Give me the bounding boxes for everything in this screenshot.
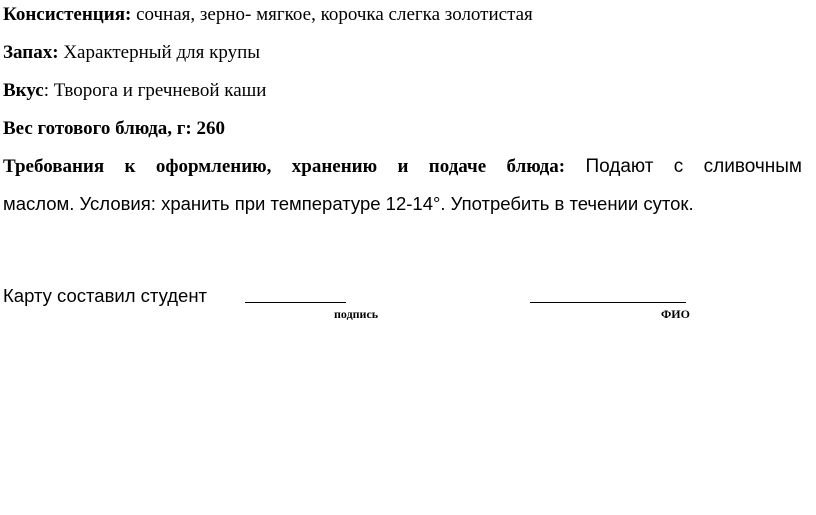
compiled-by-label: Карту составил студент bbox=[3, 285, 208, 306]
req-word: Подают bbox=[585, 156, 654, 177]
req-word: блюда: bbox=[506, 156, 566, 177]
consistency-line bbox=[3, 4, 533, 26]
req-word: хранению bbox=[291, 156, 378, 177]
req-word: с bbox=[673, 156, 684, 177]
weight-text: Вес готового блюда, г: 260 bbox=[3, 118, 226, 139]
consistency-value: сочная, зерно- мягкое, корочка слегка золотистая bbox=[136, 4, 533, 25]
req-word: Требования bbox=[3, 156, 105, 177]
signature-line[interactable] bbox=[245, 302, 346, 303]
name-caption bbox=[661, 307, 690, 321]
req-word: к bbox=[124, 156, 136, 177]
taste-label: Вкус bbox=[3, 80, 44, 101]
req-word: оформлению, bbox=[155, 156, 272, 177]
weight-line bbox=[3, 118, 225, 140]
name-line[interactable] bbox=[530, 302, 686, 303]
taste-line bbox=[3, 80, 266, 102]
smell-value: Характерный для крупы bbox=[63, 42, 261, 63]
req-word: и bbox=[397, 156, 409, 177]
requirements-text: маслом. Условия: хранить при температуре 12-14°. Употребить в течении суток. bbox=[3, 193, 694, 214]
req-word: подаче bbox=[428, 156, 487, 177]
smell-line bbox=[3, 42, 260, 64]
smell-label: Запах: bbox=[3, 42, 59, 63]
requirements-line-2 bbox=[3, 193, 694, 215]
consistency-label: Консистенция: bbox=[3, 4, 132, 25]
signature-caption-text: подпись bbox=[334, 307, 379, 321]
name-caption-text: ФИО bbox=[661, 307, 690, 321]
taste-value: : Творога и гречневой каши bbox=[43, 80, 267, 101]
signature-caption bbox=[334, 307, 378, 321]
req-word: сливочным bbox=[703, 156, 802, 177]
requirements-line-1 bbox=[3, 156, 802, 178]
compiled-by-text bbox=[3, 285, 207, 307]
